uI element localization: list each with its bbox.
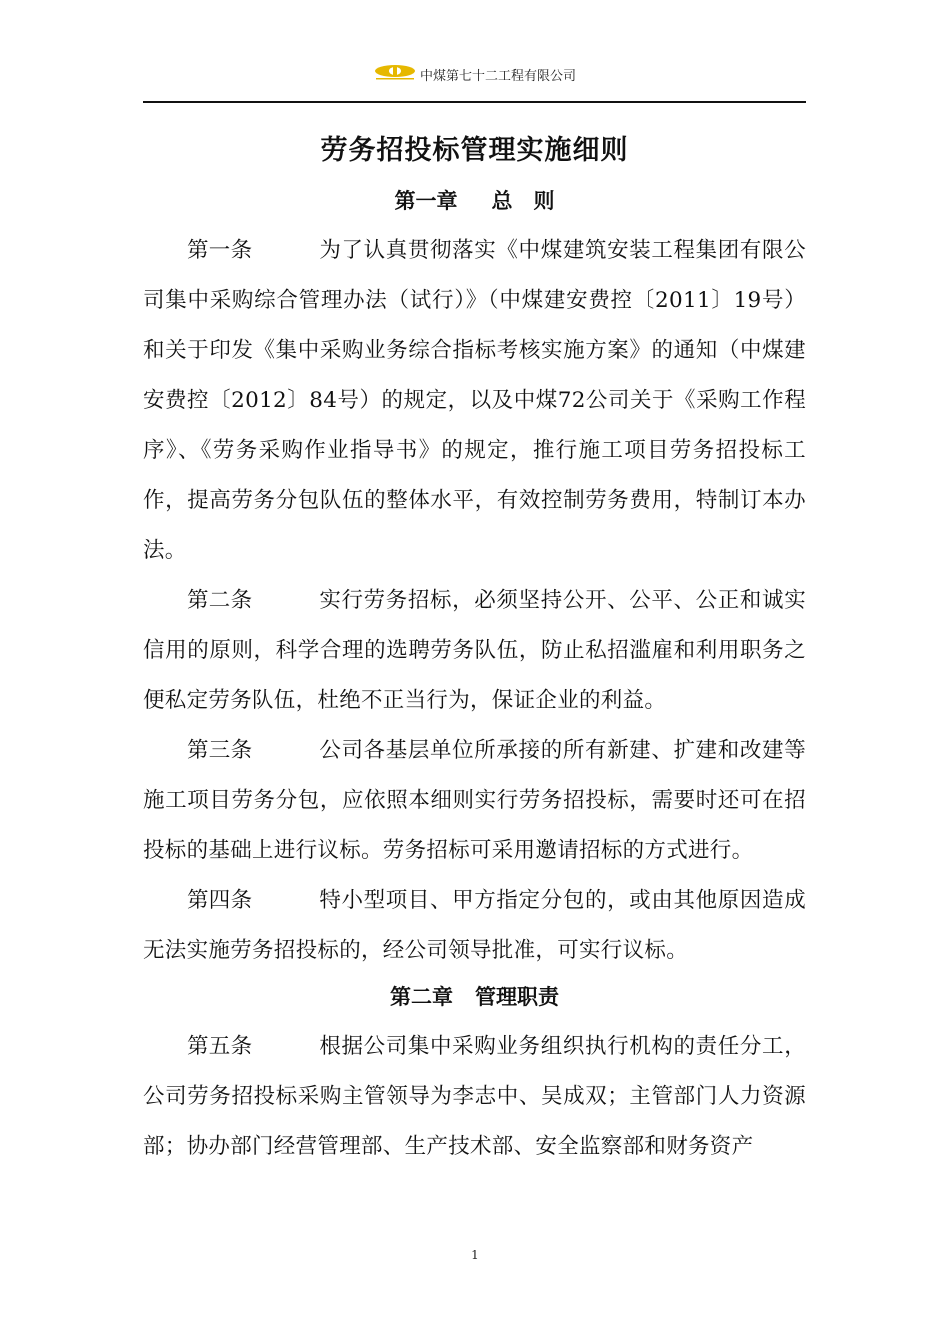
chapter-name: 管理职责: [475, 985, 559, 1009]
company-logo-icon: [374, 62, 416, 92]
article-number: 第二条: [187, 588, 253, 613]
chapter-number: 第一章: [394, 189, 458, 213]
article-paragraph-3: [143, 726, 806, 876]
company-name: 中煤第七十二工程有限公司: [419, 69, 576, 84]
article-text: 为了认真贯彻落实《中煤建筑安装工程集团有限公司集中采购综合管理办法（试行）》（中煤建安费控〔2011〕19号）和关于印发《集中采购业务综合指标考核实施方案》的通知（中煤建安费控〔2012〕84号）的规定，以及中煤72公司关于《采购工作程序》、《劳务采购作业指导书》的规定，推行施工项目劳务招投标工作，提高劳务分包队伍的整体水平，有效控制劳务费用，特制订本办法。: [143, 238, 806, 563]
header-rule: [143, 101, 806, 103]
chapter-heading-2: [143, 976, 806, 1018]
chapter-name: 总 则: [491, 189, 555, 213]
article-number: 第三条: [187, 738, 253, 763]
article-text: 根据公司集中采购业务组织执行机构的责任分工，公司劳务招投标采购主管领导为李志中、吴成双；主管部门人力资源部；协办部门经营管理部、生产技术部、安全监察部和财务资产: [143, 1034, 806, 1159]
article-paragraph-4: [143, 876, 806, 976]
article-number: 第五条: [187, 1034, 253, 1059]
article-paragraph-1: [143, 226, 806, 576]
document-title: 劳务招投标管理实施细则: [320, 135, 629, 166]
document-body: [143, 130, 806, 1172]
article-text: 公司各基层单位所承接的所有新建、扩建和改建等施工项目劳务分包，应依照本细则实行劳务招投标，需要时还可在招投标的基础上进行议标。劳务招标可采用邀请招标的方式进行。: [143, 738, 806, 863]
article-paragraph-5: [143, 1022, 806, 1172]
article-number: 第一条: [187, 238, 253, 263]
page-number: 1: [471, 1248, 479, 1262]
chapter-heading-1: [143, 180, 806, 222]
chapter-number: 第二章: [390, 985, 453, 1009]
article-text: 实行劳务招标，必须坚持公开、公平、公正和诚实信用的原则，科学合理的选聘劳务队伍，防止私招滥雇和利用职务之便私定劳务队伍，杜绝不正当行为，保证企业的利益。: [143, 588, 806, 713]
page-header: [0, 62, 950, 92]
article-paragraph-2: [143, 576, 806, 726]
article-text: 特小型项目、甲方指定分包的，或由其他原因造成无法实施劳务招投标的，经公司领导批准，可实行议标。: [143, 888, 806, 963]
article-number: 第四条: [187, 888, 253, 913]
